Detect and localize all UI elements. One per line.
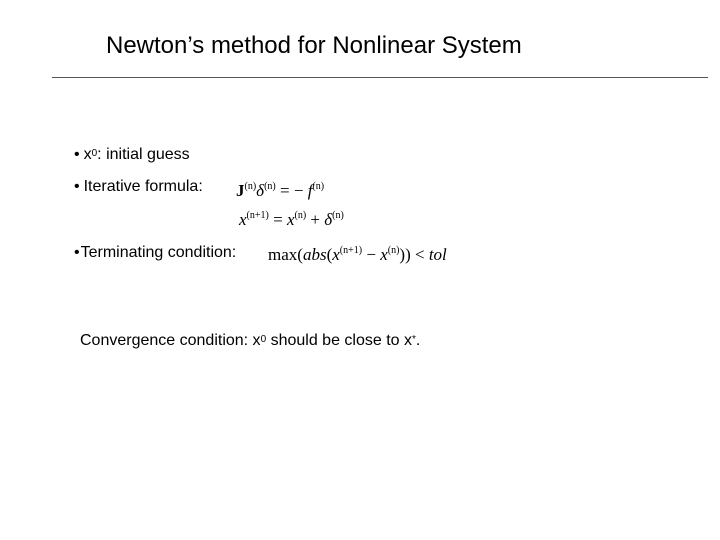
bullet-marker: •	[74, 178, 80, 195]
slide-title: Newton’s method for Nonlinear System	[106, 32, 522, 59]
delta-superscript: (n)	[264, 181, 276, 192]
bullet-marker: •	[74, 244, 80, 261]
convergence-middle: should be close to x	[266, 332, 412, 349]
terminating-condition-label: Terminating condition:	[80, 244, 237, 261]
max-function: max(	[268, 245, 303, 264]
termination-minus: −	[362, 245, 381, 264]
tolerance-symbol: tol	[428, 245, 447, 264]
update-equation	[239, 210, 344, 233]
delta-superscript: (n)	[332, 210, 344, 221]
function-symbol: f	[307, 181, 313, 200]
convergence-superscript: 0	[260, 334, 267, 345]
function-superscript: (n)	[312, 181, 325, 192]
bullet-marker: •	[74, 146, 80, 163]
x-next-symbol: x	[332, 245, 340, 264]
jacobian-superscript: (n)	[244, 181, 257, 192]
x-current-superscript: (n)	[387, 245, 400, 256]
bullet-iterative-formula	[74, 177, 203, 197]
initial-guess-var: x	[83, 146, 92, 163]
update-equals: =	[268, 210, 287, 229]
iterative-formula-label: Iterative formula:	[83, 178, 203, 195]
jacobian-symbol: J	[236, 181, 245, 200]
convergence-condition	[80, 331, 420, 353]
newton-step-rhs: = −	[275, 181, 308, 200]
title-divider	[52, 77, 708, 78]
termination-equation	[268, 245, 447, 268]
x-current-symbol: x	[380, 245, 388, 264]
delta-symbol: δ	[324, 210, 333, 229]
delta-symbol: δ	[256, 181, 265, 200]
convergence-star: *	[412, 334, 416, 345]
update-plus: +	[306, 210, 325, 229]
abs-function: abs	[302, 245, 327, 264]
newton-step-equation	[236, 181, 324, 204]
initial-guess-text: : initial guess	[97, 146, 190, 163]
convergence-suffix: .	[415, 332, 421, 349]
x-current-superscript: (n)	[294, 210, 307, 221]
initial-guess-superscript: 0	[91, 148, 98, 159]
bullet-terminating-condition	[74, 243, 236, 263]
x-current-symbol: x	[286, 210, 295, 229]
termination-close: )) <	[399, 245, 429, 264]
x-next-superscript: (n+1)	[339, 245, 363, 256]
bullet-initial-guess	[74, 145, 190, 167]
convergence-prefix: Convergence condition: x	[80, 332, 261, 349]
termination-open-paren: (	[326, 245, 333, 264]
x-next-symbol: x	[239, 210, 247, 229]
x-next-superscript: (n+1)	[246, 210, 269, 221]
